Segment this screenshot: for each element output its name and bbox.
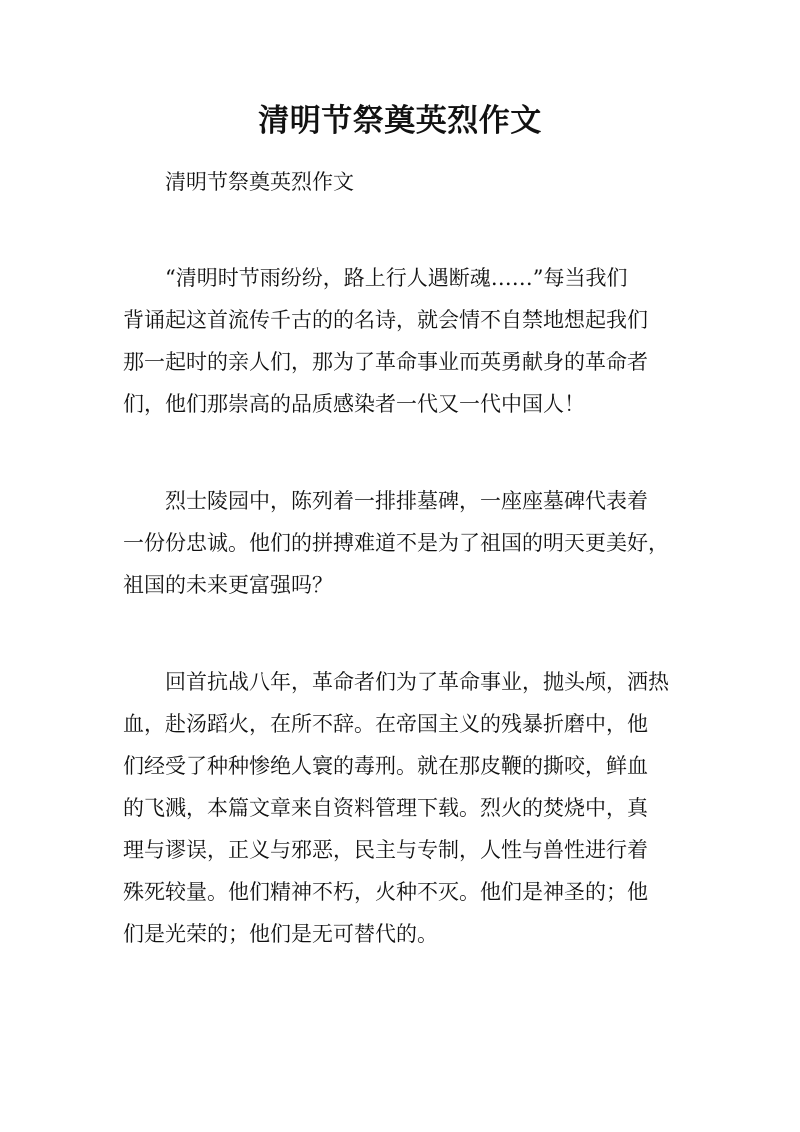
- paragraph-line: 的飞溅，本篇文章来自资料管理下载。烈火的焚烧中，真: [123, 796, 648, 820]
- document-subtitle: 清明节祭奠英烈作文: [165, 170, 354, 194]
- paragraph-line: 那一起时的亲人们，那为了革命事业而英勇献身的革命者: [123, 350, 648, 374]
- paragraph-2: [123, 480, 669, 606]
- paragraph-line: “清明时节雨纷纷，路上行人遇断魂……”每当我们: [165, 266, 628, 290]
- paragraph-line: 回首抗战八年，革命者们为了革命事业，抛头颅，洒热: [165, 670, 669, 694]
- paragraph-line: 殊死较量。他们精神不朽，火种不灭。他们是神圣的；他: [123, 880, 648, 904]
- paragraph-line: 一份份忠诚。他们的拼搏难道不是为了祖国的明天更美好，: [123, 531, 669, 555]
- paragraph-3: [123, 661, 669, 955]
- paragraph-line: 祖国的未来更富强吗？: [123, 573, 333, 597]
- paragraph-1: [123, 257, 663, 425]
- paragraph-line: 背诵起这首流传千古的的名诗，就会情不自禁地想起我们: [123, 308, 648, 332]
- document-title: 清明节祭奠英烈作文: [258, 103, 542, 139]
- paragraph-line: 血，赴汤蹈火，在所不辞。在帝国主义的残暴折磨中，他: [123, 712, 648, 736]
- paragraph-line: 们，他们那崇高的品质感染者一代又一代中国人！: [123, 392, 585, 416]
- paragraph-line: 烈士陵园中，陈列着一排排墓碑，一座座墓碑代表着: [165, 489, 648, 513]
- paragraph-line: 们经受了种种惨绝人寰的毒刑。就在那皮鞭的撕咬，鲜血: [123, 754, 648, 778]
- paragraph-line: 理与谬误，正义与邪恶，民主与专制，人性与兽性进行着: [123, 838, 648, 862]
- paragraph-line: 们是光荣的；他们是无可替代的。: [123, 922, 438, 946]
